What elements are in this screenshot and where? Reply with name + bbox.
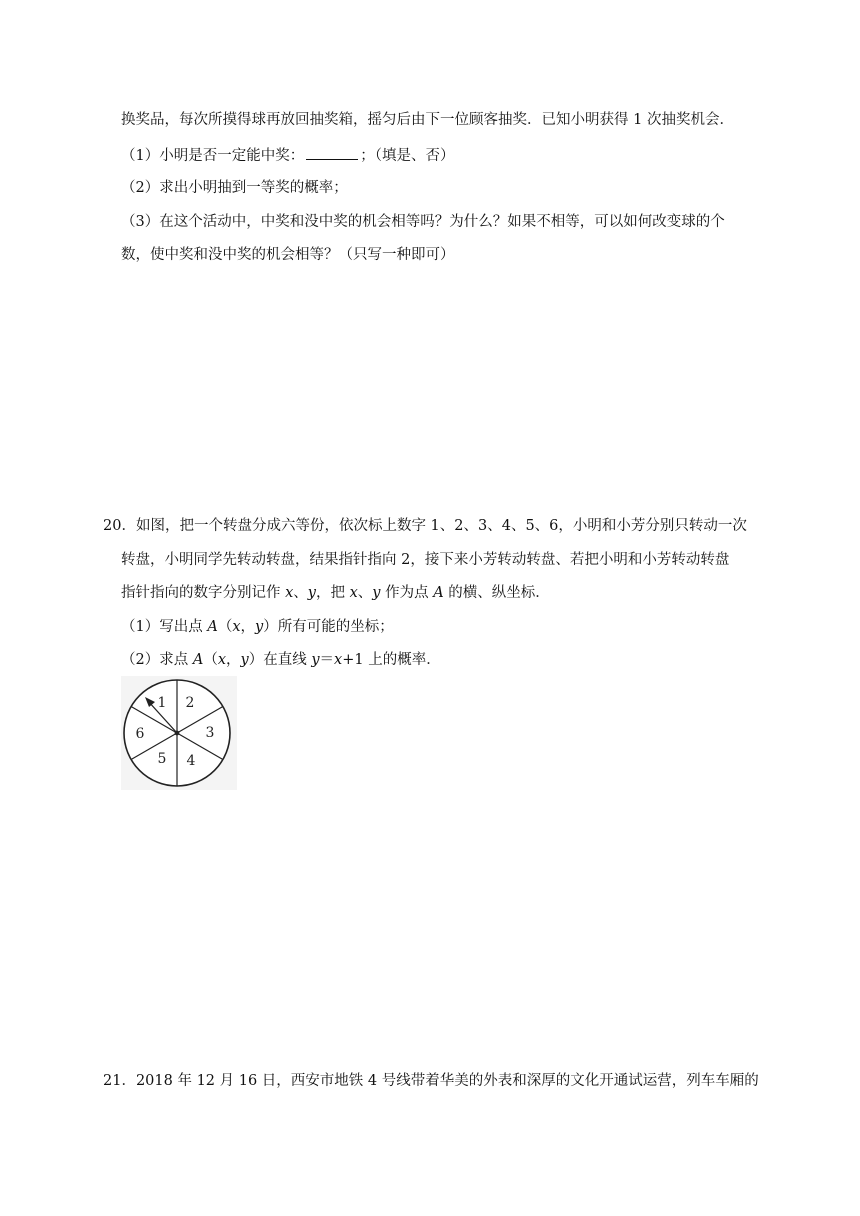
spinner-label-5: 5 [157,751,167,767]
var-x: x [349,585,358,601]
q20-part2 [121,650,441,670]
q19-part2: （2）求出小明抽到一等奖的概率； [121,180,348,196]
var-x: x [232,619,241,635]
q19-part3-line1: （3）在这个活动中，中奖和没中奖的机会相等吗？为什么？如果不相等，可以如何改变球的个 [121,214,725,230]
q20-text: ＝ [319,652,335,668]
spinner-label-6: 6 [135,726,145,742]
q20-stem-line2: 转盘，小明同学先转动转盘，结果指针指向 2，接下来小芳转动转盘、若把小明和小芳转动转盘 [121,552,730,568]
var-y: y [372,585,381,601]
q20-text: （ [203,652,218,668]
var-y: y [240,652,249,668]
q20-text: +1 上的概率． [342,652,441,668]
spinner-label-4: 4 [186,753,196,769]
q20-text: 的横、纵坐标． [443,585,550,601]
point-A: A [207,619,218,635]
q20-part1 [121,617,394,637]
spinner-label-3: 3 [205,725,215,741]
q20-text: 指针指向的数字分别记作 [121,585,286,601]
q20-text: （2）求点 [121,652,193,668]
spinner-figure [121,676,237,790]
var-y: y [311,652,320,668]
q20-text: 、 [357,585,373,601]
q20-stem-line3 [121,583,550,603]
q19-part3-line2: 数，使中奖和没中奖的机会相等？（只写一种即可） [121,247,455,263]
spinner-label-1: 1 [157,695,167,711]
q20-text: ）所有可能的坐标； [263,619,394,635]
q19-intro: 换奖品，每次所摸得球再放回抽奖箱，摇匀后由下一位顾客抽奖．已知小明获得 1 次抽奖机会． [121,112,734,128]
point-A: A [192,652,204,668]
point-A: A [433,585,444,601]
var-x: x [334,652,343,668]
q20-text: （1）写出点 [121,619,208,635]
q20-text: 、 [293,585,308,601]
q20-text: ）在直线 [248,652,312,668]
q20-text: ，把 [316,585,350,601]
q19-part1-text: （1）小明是否一定能中奖： [121,148,305,164]
spinner-label-2: 2 [185,695,195,711]
answer-blank[interactable] [306,144,358,160]
var-x: x [217,652,227,668]
q20-text: （ [217,619,233,635]
q20-text: 作为点 [380,585,434,601]
var-x: x [285,585,294,601]
q19-part1-hint: ；（填是、否） [360,148,455,164]
q20-stem-line1: 20．如图，把一个转盘分成六等份，依次标上数字 1、2、3、4、5、6，小明和小芳分别只转动一次 [103,518,747,534]
q21-stem-line1: 21．2018 年 12 月 16 日，西安市地铁 4 号线带着华美的外表和深厚的文化开通试运营，列车车厢的 [103,1073,759,1089]
q19-part1 [121,144,454,166]
var-y: y [307,585,316,601]
q20-text: ， [240,619,256,635]
q20-text: ， [226,652,241,668]
var-y: y [255,619,264,635]
